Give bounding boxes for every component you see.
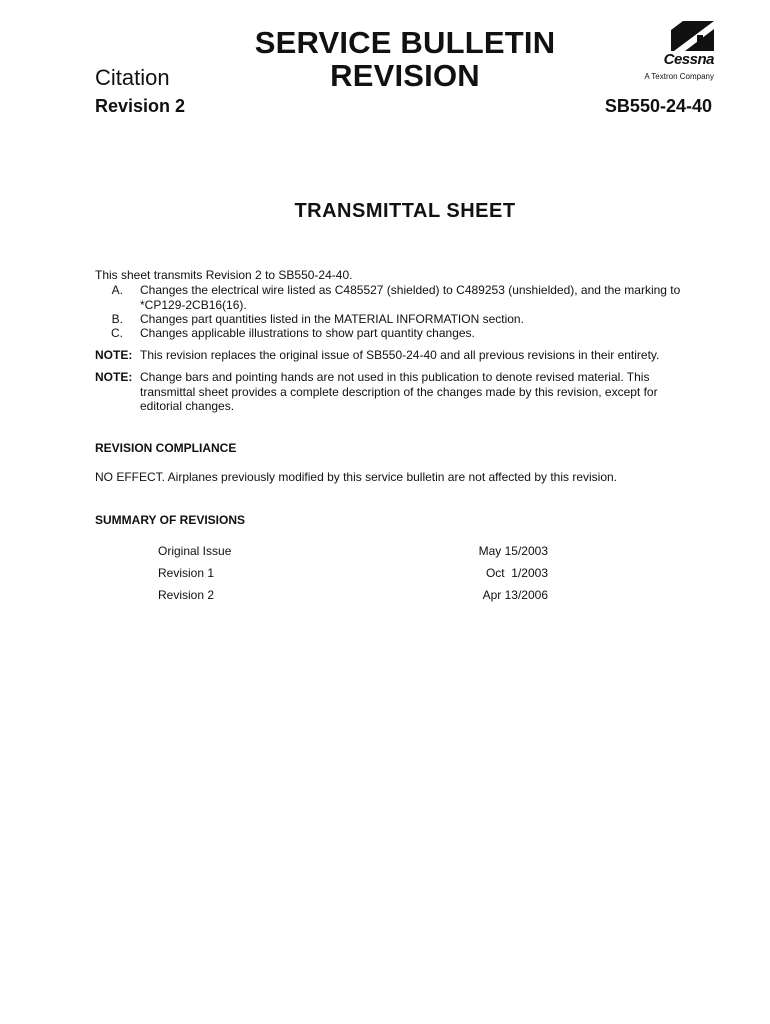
- table-row: [158, 544, 548, 559]
- summary-heading: SUMMARY OF REVISIONS: [95, 513, 246, 527]
- list-item-letter: B.: [111, 312, 123, 326]
- compliance-heading: REVISION COMPLIANCE: [95, 441, 237, 455]
- list-item-text: Changes part quantities listed in the MATERIAL INFORMATION section.: [140, 312, 524, 326]
- list-item-letter: C.: [111, 326, 123, 340]
- intro-text: This sheet transmits Revision 2 to SB550-24-40.: [95, 268, 353, 282]
- table-row: [158, 566, 548, 581]
- note-label: NOTE:: [95, 370, 133, 384]
- logo-name: Cessna: [663, 51, 714, 68]
- revision-name: Revision 1: [158, 566, 215, 580]
- list-item-text: Changes the electrical wire listed as C485527 (shielded) to C489253 (unshielded), and the marking to *CP129-2CB16(16).: [140, 283, 681, 312]
- bulletin-title-line2: REVISION: [330, 58, 480, 93]
- cessna-logo: [628, 21, 714, 91]
- list-item-text: Changes applicable illustrations to show part quantity changes.: [140, 326, 475, 340]
- citation-label: Citation: [95, 65, 170, 90]
- bulletin-number: SB550-24-40: [604, 96, 712, 116]
- table-row: [158, 588, 548, 603]
- revision-date: May 15/2003: [478, 544, 548, 558]
- compliance-text: NO EFFECT. Airplanes previously modified by this service bulletin are not affected by this revision.: [95, 470, 618, 484]
- note-text: Change bars and pointing hands are not used in this publication to denote revised material. This transmittal sheet provides a complete description of the changes made by this revision, except for editorial changes.: [140, 370, 658, 413]
- revision-date: Apr 13/2006: [482, 588, 548, 602]
- logo-tagline: A Textron Company: [644, 72, 714, 81]
- note-label: NOTE:: [95, 348, 133, 362]
- revision-date: Oct 1/2003: [485, 566, 548, 580]
- revision-label: Revision 2: [95, 96, 186, 116]
- bulletin-title-line1: SERVICE BULLETIN: [254, 25, 556, 60]
- revision-name: Revision 2: [158, 588, 215, 602]
- note-text: This revision replaces the original issue of SB550-24-40 and all previous revisions in their entirety.: [140, 348, 660, 362]
- cessna-logo-icon: [671, 21, 714, 51]
- list-item-letter: A.: [111, 283, 123, 297]
- sheet-title: TRANSMITTAL SHEET: [294, 200, 516, 222]
- revision-name: Original Issue: [158, 544, 232, 558]
